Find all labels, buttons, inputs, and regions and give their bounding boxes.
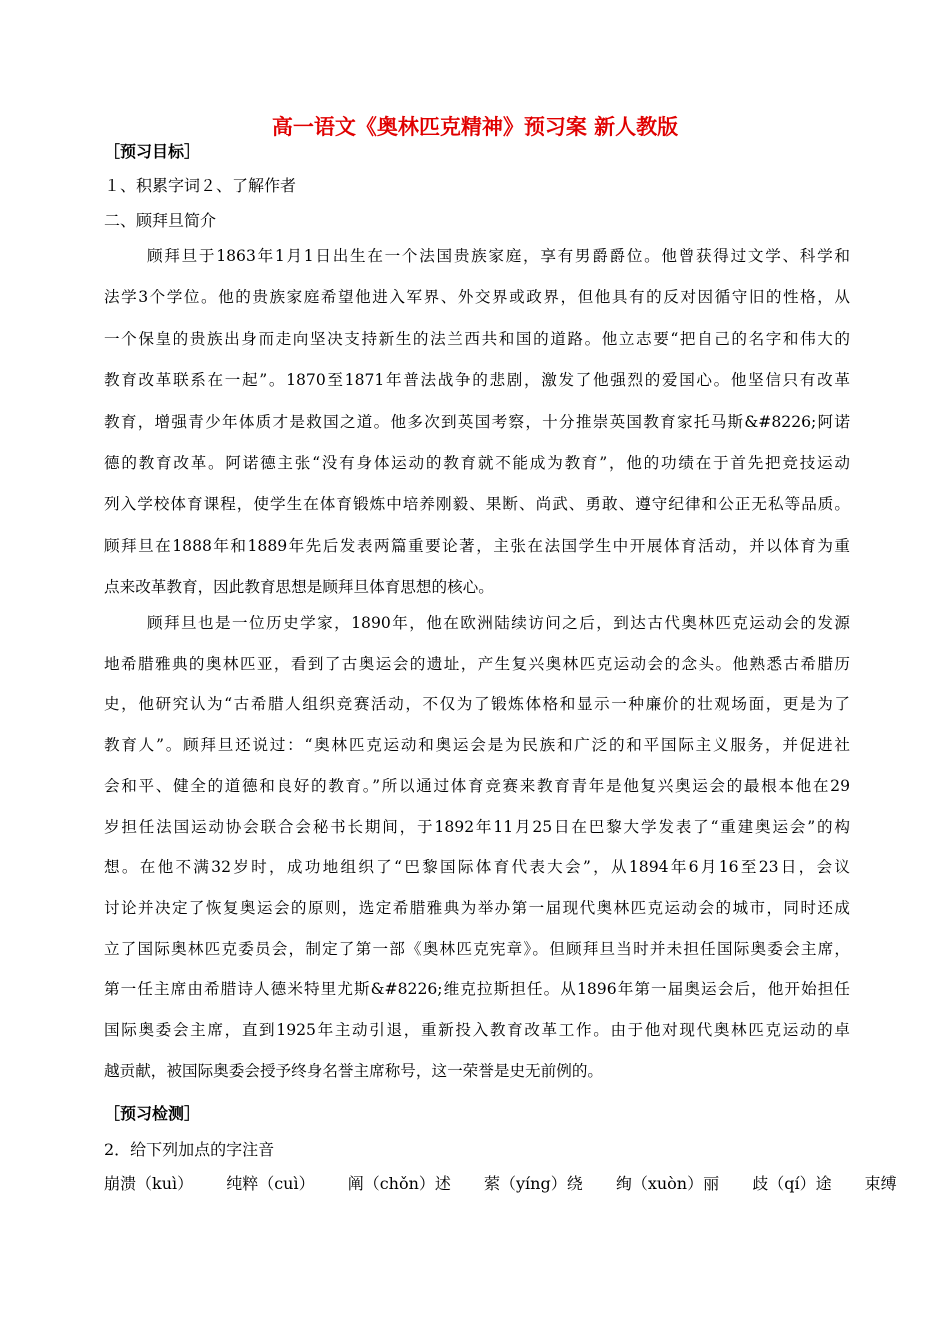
paragraph-line: 立了国际奥林匹克委员会，制定了第一部《奥林匹克宪章》。但顾拜旦当时并未担任国际奥委会主席，	[104, 939, 850, 958]
paragraph-line: 顾拜旦在1888年和1889年先后发表两篇重要论著，主张在法国学生中开展体育活动，并以体育为重	[104, 536, 850, 555]
pinyin-item: 束缚	[864, 1174, 897, 1193]
paragraph-line: 列入学校体育课程，使学生在体育锻炼中培养刚毅、果断、尚武、勇敢、遵守纪律和公正无私等品质。	[104, 495, 850, 514]
pinyin-item: 绚（xuòn）丽	[615, 1174, 720, 1193]
section-heading-check: ［预习检测］	[104, 1104, 201, 1123]
paragraph-line: 点来改革教育，因此教育思想是顾拜旦体育思想的核心。	[104, 578, 494, 597]
pinyin-item: 阐（chǒn）述	[347, 1174, 451, 1193]
paragraph-line: 国际奥委会主席，直到1925年主动引退，重新投入教育改革工作。由于他对现代奥林匹克运动的卓	[104, 1021, 850, 1039]
pinyin-item: 歧（qí）途	[752, 1174, 832, 1193]
intro-heading: 二、顾拜旦简介	[104, 211, 217, 230]
paragraph-line: 想。在他不满32岁时，成功地组织了“巴黎国际体育代表大会”，从1894年6月16至23日，会议	[104, 858, 850, 877]
paragraph-line: 会和平、健全的道德和良好的教育。”所以通过体育竞赛来教育青年是他复兴奥运会的最根本他在29	[104, 776, 850, 795]
goal-line: １、积累字词２、了解作者	[104, 176, 297, 195]
paragraph-line: 教育，增强青少年体质才是救国之道。他多次到英国考察，十分推崇英国教育家托马斯&#8226;阿诺	[104, 412, 850, 431]
pinyin-row	[104, 1173, 925, 1195]
paragraph-line: 顾拜旦于1863年1月1日出生在一个法国贵族家庭，享有男爵爵位。他曾获得过文学、科学和	[147, 247, 850, 265]
section-heading-goal: ［预习目标］	[104, 142, 201, 161]
pinyin-item: 崩溃（kuì）	[104, 1174, 194, 1193]
paragraph-line: 法学3个学位。他的贵族家庭希望他进入军界、外交界或政界，但他具有的反对因循守旧的性格，从	[104, 288, 850, 307]
pinyin-item: 萦（yíng）绕	[484, 1174, 583, 1193]
paragraph-line: 地希腊雅典的奥林匹亚，看到了古奥运会的遗址，产生复兴奥林匹克运动会的念头。他熟悉古希腊历	[104, 654, 850, 673]
paragraph-line: 德的教育改革。阿诺德主张“没有身体运动的教育就不能成为教育”，他的功绩在于首先把竞技运动	[104, 454, 850, 472]
paragraph-line: 史，他研究认为“古希腊人组织竞赛活动，不仅为了锻炼体格和显示一种廉价的壮观场面，更是为了	[104, 695, 850, 714]
paragraph-line: 教育改革联系在一起”。1870至1871年普法战争的悲剧，激发了他强烈的爱国心。他坚信只有改革	[104, 371, 850, 390]
pinyin-item: 纯粹（cuì）	[226, 1174, 315, 1193]
document-title: 高一语文《奥林匹克精神》预习案 新人教版	[271, 115, 679, 139]
paragraph-line: 讨论并决定了恢复奥运会的原则，选定希腊雅典为举办第一届现代奥林匹克运动会的城市，同时还成	[104, 898, 850, 917]
paragraph-line: 教育人”。顾拜旦还说过：“奥林匹克运动和奥运会是为民族和广泛的和平国际主义服务，并促进社	[104, 736, 850, 755]
paragraph-line: 一个保皇的贵族出身而走向坚决支持新生的法兰西共和国的道路。他立志要“把自己的名字和伟大的	[104, 329, 850, 348]
paragraph-line: 顾拜旦也是一位历史学家，1890年，他在欧洲陆续访问之后，到达古代奥林匹克运动会的发源	[147, 614, 850, 632]
paragraph-line: 第一任主席由希腊诗人德米特里尤斯&#8226;维克拉斯担任。从1896年第一届奥运会后，他开始担任	[104, 980, 850, 999]
question-2: 2．给下列加点的字注音	[104, 1140, 275, 1159]
paragraph-line: 越贡献，被国际奥委会授予终身名誉主席称号，这一荣誉是史无前例的。	[104, 1061, 604, 1080]
paragraph-line: 岁担任法国运动协会联合会秘书长期间，于1892年11月25日在巴黎大学发表了“重建奥运会”的构	[104, 817, 850, 836]
